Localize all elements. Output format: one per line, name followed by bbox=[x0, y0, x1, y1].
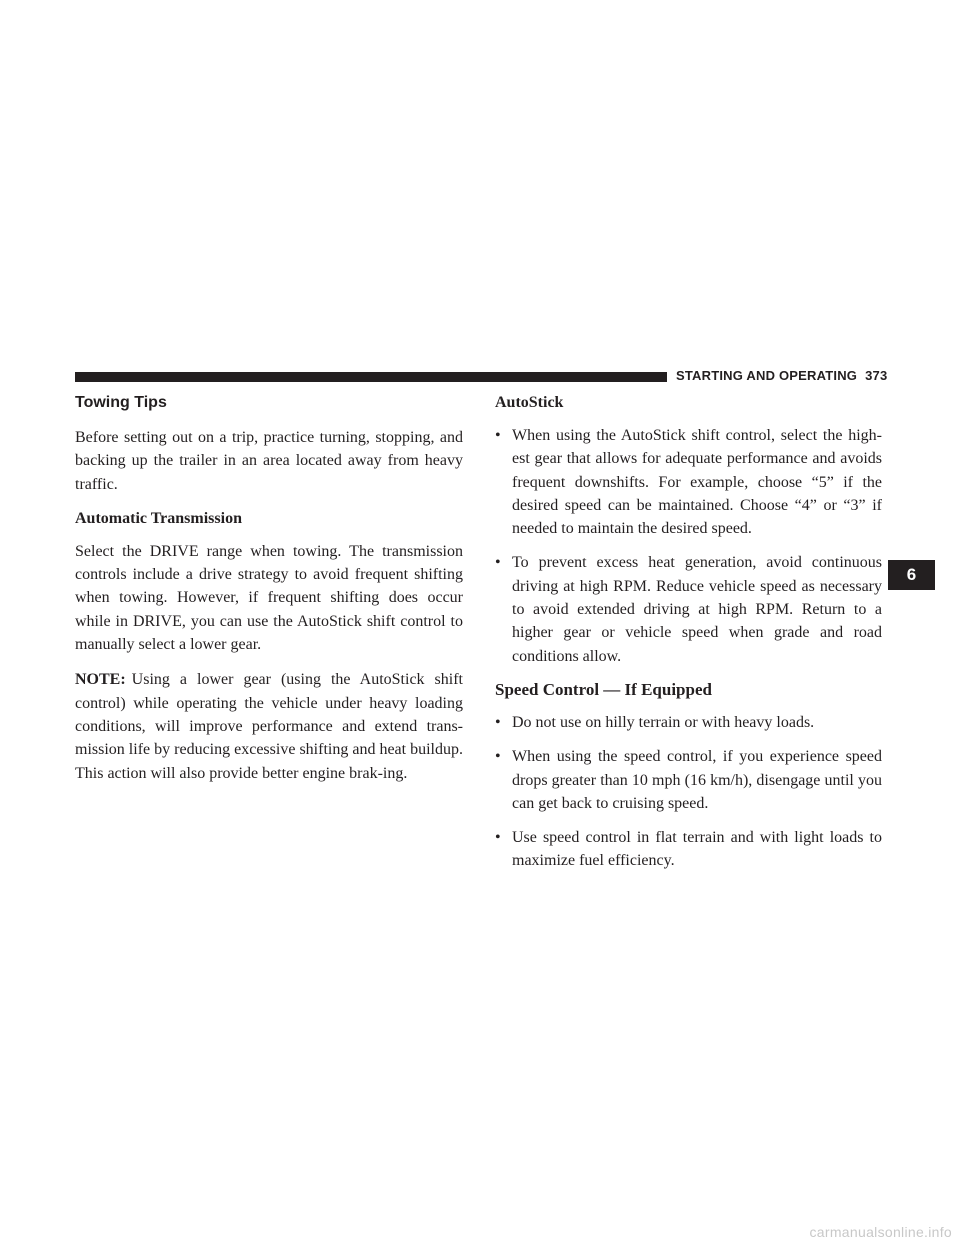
bullet-icon: • bbox=[495, 748, 501, 766]
list-item bbox=[495, 551, 882, 667]
towing-tips-heading: Towing Tips bbox=[75, 394, 167, 411]
autostick-list bbox=[495, 424, 882, 668]
left-column bbox=[75, 392, 463, 797]
list-item-text: To prevent excess heat generation, avoid continuous driving at high RPM. Reduce vehicle speed as necessary to avoid extended driving at high RPM. Return to a higher gear or vehicle speed when grade and road conditions allow. bbox=[512, 554, 882, 665]
list-item-text: When using the AutoStick shift control, select the high-est gear that allows for adequate performance and avoids frequent downshifts. For example, choose “5” if the desired speed can be maintained. Choose “4” or “3” if needed to maintain the desired speed. bbox=[512, 427, 882, 538]
towing-tips-intro: Before setting out on a trip, practice turning, stopping, and backing up the trailer in an area located away from heavy traffic. bbox=[75, 429, 463, 493]
running-header bbox=[676, 366, 886, 386]
bullet-icon: • bbox=[495, 427, 501, 444]
list-item bbox=[495, 745, 882, 815]
bullet-icon: • bbox=[495, 713, 501, 731]
autostick-heading: AutoStick bbox=[495, 394, 564, 411]
list-item bbox=[495, 711, 882, 734]
automatic-transmission-paragraph: Select the DRIVE range when towing. The transmission controls include a drive strategy to avoid frequent shifting when towing. However, if frequent shifting does occur while in DRIVE, you can use the AutoStick shift control to manually select a lower gear. bbox=[75, 542, 463, 654]
section-title: STARTING AND OPERATING bbox=[676, 368, 858, 383]
list-item-text: When using the speed control, if you experience speed drops greater than 10 mph (16 km/h), disengage until you can get back to cruising speed. bbox=[512, 748, 882, 812]
watermark: carmanualsonline.info bbox=[809, 1224, 952, 1240]
speed-control-list bbox=[495, 711, 882, 873]
chapter-tab: 6 bbox=[888, 560, 935, 590]
bullet-icon: • bbox=[495, 829, 501, 847]
note-label: NOTE: bbox=[75, 671, 126, 689]
note-paragraph bbox=[75, 668, 463, 784]
header-rule bbox=[75, 372, 667, 382]
list-item-text: Use speed control in flat terrain and with light loads to maximize fuel efficiency. bbox=[512, 829, 882, 870]
note-text: Using a lower gear (using the AutoStick shift control) while operating the vehicle under heavy loading conditions, will improve performance and extend trans-mission life by reducing excessive shifting and heat buildup. This action will also provide better engine brak-ing. bbox=[75, 671, 463, 782]
bullet-icon: • bbox=[495, 554, 501, 572]
list-item-text: Do not use on hilly terrain or with heavy loads. bbox=[512, 713, 815, 731]
right-column bbox=[495, 392, 882, 884]
speed-control-heading: Speed Control — If Equipped bbox=[495, 679, 712, 699]
list-item bbox=[495, 424, 882, 540]
list-item bbox=[495, 826, 882, 873]
automatic-transmission-heading: Automatic Transmission bbox=[75, 509, 242, 527]
page-number: 373 bbox=[865, 368, 888, 383]
